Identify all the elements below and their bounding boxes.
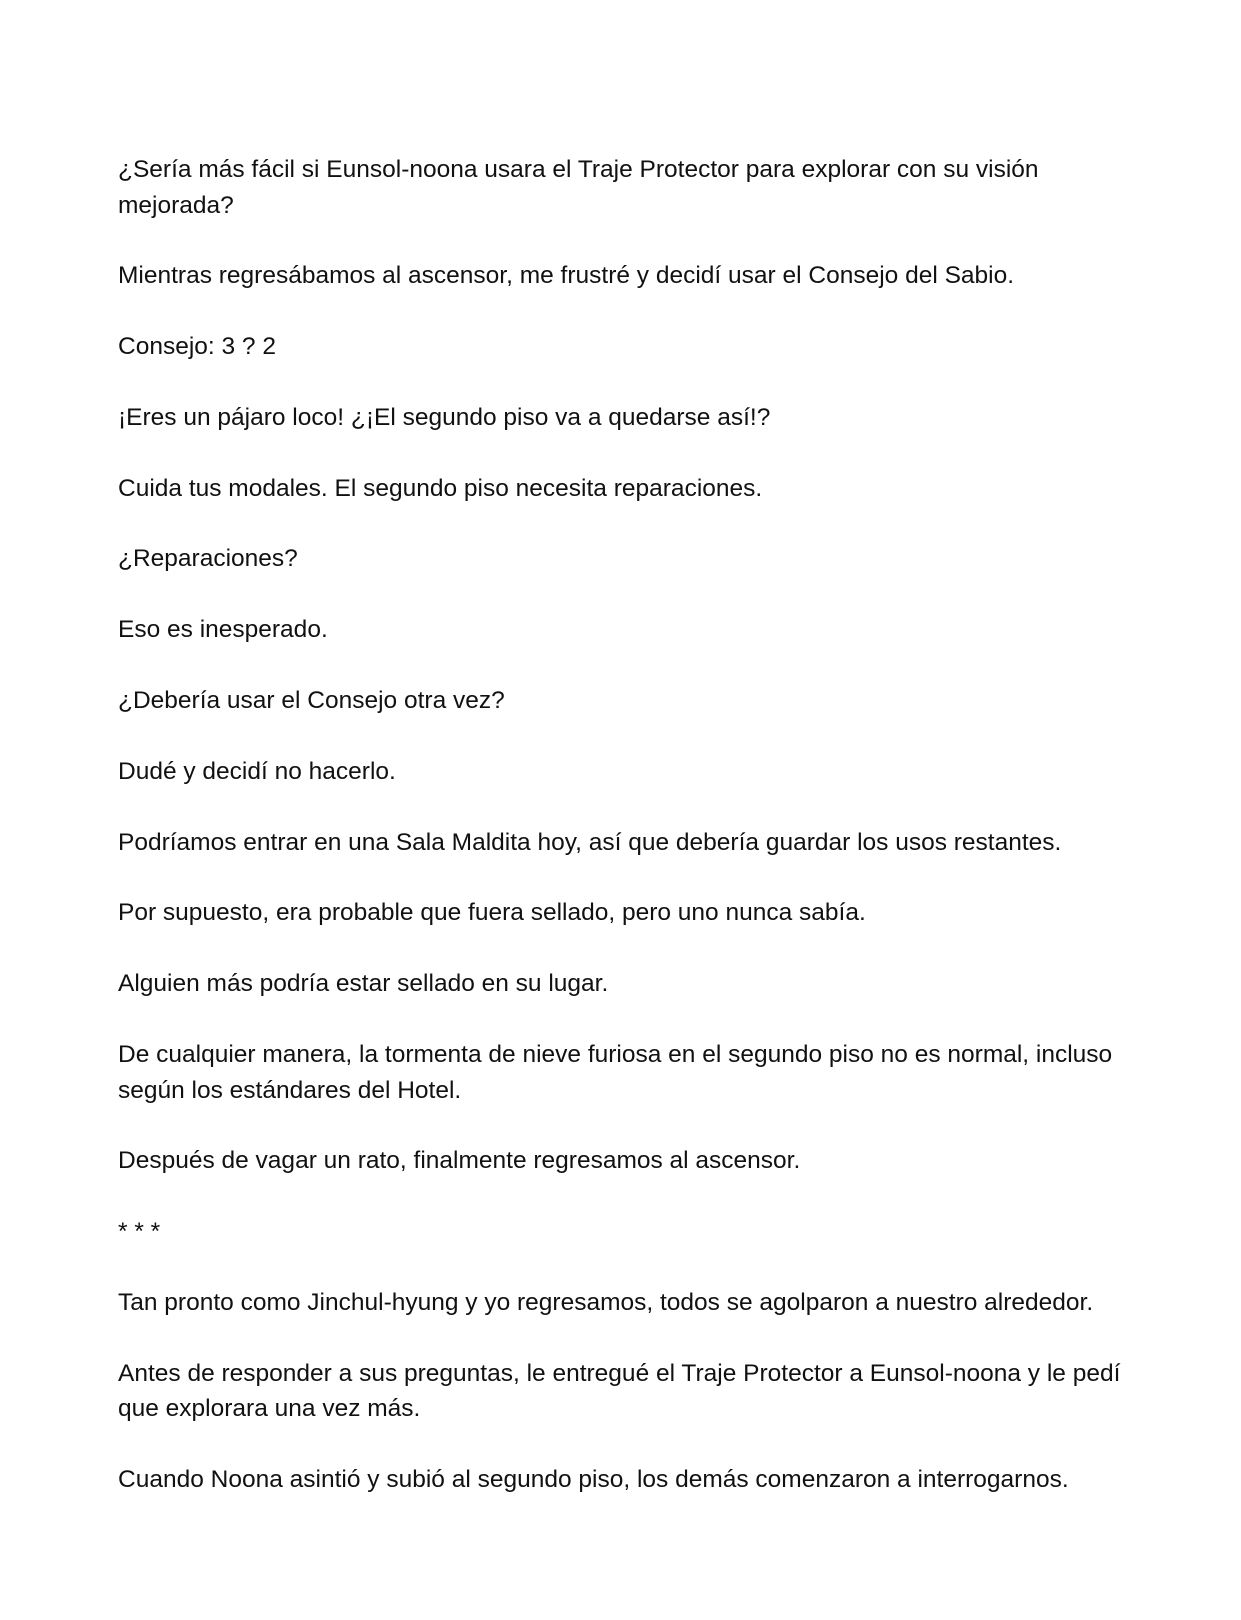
paragraph: De cualquier manera, la tormenta de nieve furiosa en el segundo piso no es normal, incluso según los estándares del Hotel. xyxy=(118,1041,1113,1104)
paragraph: ¡Eres un pájaro loco! ¿¡El segundo piso va a quedarse así!? xyxy=(118,403,771,431)
paragraph: ¿Reparaciones? xyxy=(118,545,298,573)
paragraph: Eso es inesperado. xyxy=(118,616,328,644)
paragraph: Cuida tus modales. El segundo piso necesita reparaciones. xyxy=(118,474,763,502)
paragraph: Podríamos entrar en una Sala Maldita hoy, así que debería guardar los usos restantes. xyxy=(118,828,1062,856)
paragraph: Tan pronto como Jinchul-hyung y yo regresamos, todos se agolparon a nuestro alrededor. xyxy=(118,1288,1094,1316)
paragraph: Antes de responder a sus preguntas, le entregué el Traje Protector a Eunsol-noona y le pedí que explorara una vez más. xyxy=(118,1359,1121,1423)
paragraph: Por supuesto, era probable que fuera sellado, pero uno nunca sabía. xyxy=(118,899,866,927)
document-page xyxy=(118,152,1121,1533)
paragraph: Después de vagar un rato, finalmente regresamos al ascensor. xyxy=(118,1147,801,1175)
paragraph: Cuando Noona asintió y subió al segundo piso, los demás comenzaron a interrogarnos. xyxy=(118,1466,1069,1494)
paragraph: Dudé y decidí no hacerlo. xyxy=(118,757,396,785)
paragraph: Mientras regresábamos al ascensor, me frustré y decidí usar el Consejo del Sabio. xyxy=(118,262,1015,290)
paragraph: ¿Sería más fácil si Eunsol-noona usara el Traje Protector para explorar con su visión mejorada? xyxy=(118,156,1039,219)
paragraph: Alguien más podría estar sellado en su lugar. xyxy=(118,970,609,998)
paragraph: ¿Debería usar el Consejo otra vez? xyxy=(118,687,505,715)
scene-break: * * * xyxy=(118,1218,161,1246)
paragraph: Consejo: 3 ? 2 xyxy=(118,333,276,361)
